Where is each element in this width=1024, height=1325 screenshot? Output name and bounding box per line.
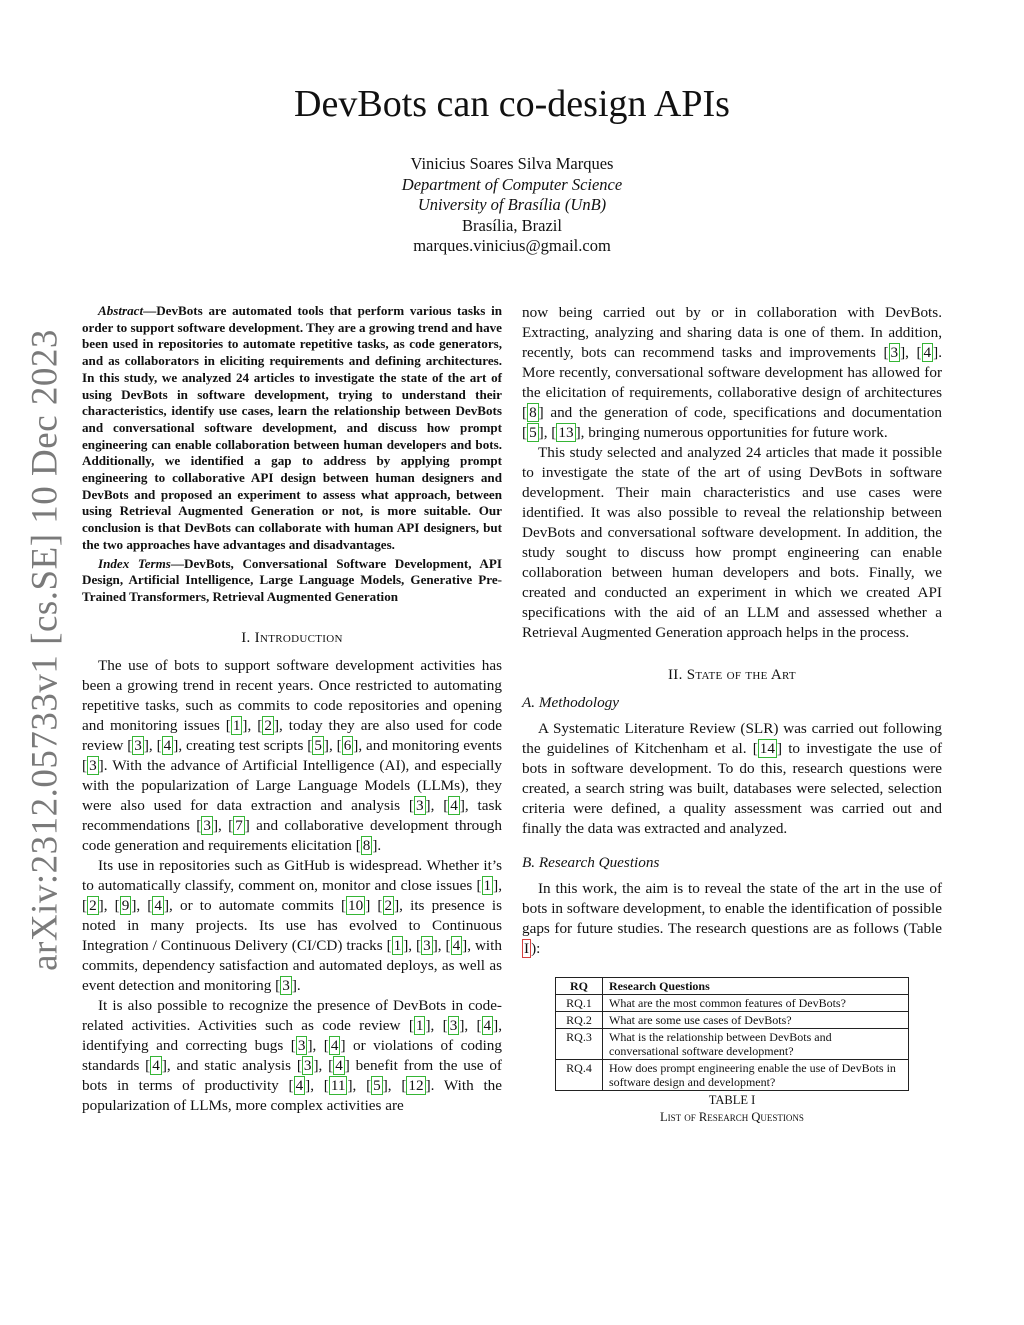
table-caption-number: TABLE I xyxy=(708,1093,756,1107)
citation-link[interactable]: 9 xyxy=(121,896,130,914)
citation-link[interactable]: 4 xyxy=(450,796,458,814)
table-cell-id: RQ.4 xyxy=(556,1060,603,1091)
citation-link[interactable]: 4 xyxy=(483,1016,492,1034)
abstract-label: Abstract xyxy=(98,303,144,318)
citation-link[interactable]: 5 xyxy=(373,1076,381,1094)
section-heading-state-of-the-art: II. State of the Art xyxy=(668,667,796,683)
citation-link[interactable]: 4 xyxy=(452,936,461,954)
table-row xyxy=(556,1029,909,1060)
intro-paragraph-3: It is also possible to recognize the presence of DevBots in code-related activities. Activities such as code review [ 1 ], [ 3 ], [ 4 ], identifying and correcting bugs [ 3 ], [ 4 ] or violations of coding standards [ 4 ], and static analysis [ 3 ], [ 4 ] benefit from the use of bots in terms of productivity [ 4 ], [ 11 ], [ 5 ], [ 12 ]. With the popularization of LLMs, more complex activities are xyxy=(82,996,502,1114)
table-cell-question: What are some use cases of DevBots? xyxy=(603,1012,909,1029)
table-header-rq: RQ xyxy=(556,978,603,995)
author-name: Vinicius Soares Silva Marques xyxy=(410,154,614,173)
citation-link[interactable]: 3 xyxy=(203,816,211,834)
intro-paragraph-4: now being carried out by or in collaboration with DevBots. Extracting, analyzing and sharing data is one of them. In addition, recently, bots can recommend tasks and improvements [ 3 ], [ 4 ]. More recently, conversational software development has allowed for the elicitation of requirements, collaborative design of architectures [ 8 ] and the generation of code, specifications and documentation [ 5 ], [ 13 ], bringing numerous opportunities for future work. xyxy=(522,304,942,441)
paper-title: DevBots can co-design APIs xyxy=(294,83,730,125)
citation-link[interactable]: 4 xyxy=(295,1076,304,1094)
index-terms xyxy=(82,556,502,606)
citation-link[interactable]: 3 xyxy=(423,936,431,954)
citation-link[interactable]: 5 xyxy=(314,736,322,754)
left-column xyxy=(82,303,502,1116)
table-row xyxy=(556,995,909,1012)
author-email: marques.vinicius@gmail.com xyxy=(413,236,611,255)
abstract xyxy=(82,303,502,554)
table-header-questions: Research Questions xyxy=(603,978,909,995)
abstract-text: —DevBots are automated tools that perform various tasks in order to support software development. They are a growing trend and have been used in repositories to automate repetitive tasks, as code generators, and as collaborators in eliciting requirements and defining architectures. In this study, we analyzed 24 articles to investigate the state of the art of using DevBots in software development, trying to understand their characteristics, identify use cases, learn the relationship between DevBots and conversational software development, and discuss how prompt engineering can enable collaboration between human developers and bots. Additionally, we identified a gap to address by applying prompt engineering to collaborative API design between human designers and DevBots and proposed an experiment to assess what approach, between using Retrieval Augmented Generation or not, is more suitable. Our conclusion is that DevBots can collaborate with human API designers, but the two approaches have advantages and disadvantages. xyxy=(82,303,502,552)
citation-link[interactable]: 4 xyxy=(163,736,172,754)
citation-link[interactable]: 3 xyxy=(282,976,290,994)
methodology-paragraph: A Systematic Literature Review (SLR) was carried out following the guidelines of Kitchenham et al. [ 14 ] to investigate the use of bots in software development. To do this, research questions were created, a search string was built, databases were selected, selection criteria were defined, a quality assessment was carried out and finally the data was extracted and analyzed. xyxy=(522,720,943,837)
citation-link[interactable]: 3 xyxy=(89,756,97,774)
citation-link[interactable]: 8 xyxy=(362,836,371,854)
table-header-row xyxy=(556,978,909,995)
citation-link[interactable]: 3 xyxy=(297,1036,306,1054)
intro-paragraph-1: The use of bots to support software development activities has been a growing trend in recent years. Once restricted to automating repetitive tasks, such as commits to code repositories and opening and monitoring issues [ 1 ], [ 2 ], today they are also used for code review [ 3 ], [ 4 ], creating test scripts [ 5 ], [ 6 ], and monitoring events [ 3 ]. With the advance of Artificial Intelligence (AI), and especially with the popularization of Large Language Models (LLMs), they were also used for data extraction and analysis [ 3 ], [ 4 ], task recommendations [ 3 ], [ 7 ] and collaborative development through code generation and requirements elicitation [ 8 ]. xyxy=(82,656,502,854)
table-reference-link[interactable]: I xyxy=(524,940,530,957)
citation-link[interactable]: 14 xyxy=(759,740,775,757)
citation-link[interactable]: 6 xyxy=(343,736,352,754)
table-row xyxy=(556,1060,909,1091)
table-cell-id: RQ.1 xyxy=(556,995,603,1012)
subsection-methodology: A. Methodology xyxy=(522,694,620,711)
intro-paragraph-5: This study selected and analyzed 24 articles that made it possible to investigate the state of the art of using DevBots in software development. Their main characteristics and use cases were identified. It was also possible to reveal the relationship between DevBots and conversational software development. In addition, the study sought to discuss how prompt engineering can enable collaboration between human developers and bots. Finally, we created and conducted an experiment in which we created API specifications with the aid of an LLM and assessed whether a Retrieval Augmented Generation approach helps in the process. xyxy=(522,444,942,641)
citation-link[interactable]: 3 xyxy=(890,344,899,361)
table-row xyxy=(556,1012,909,1029)
citation-link[interactable]: 10 xyxy=(348,896,364,914)
citation-link[interactable]: 7 xyxy=(235,816,243,834)
research-questions-paragraph: In this work, the aim is to reveal the state of the art in the use of bots in software development, to enable the identification of possible gaps for future studies. The research questions are as follows (Table I ): xyxy=(522,880,942,957)
citation-link[interactable]: 3 xyxy=(303,1056,312,1074)
subsection-research-questions: B. Research Questions xyxy=(522,854,660,871)
author-block xyxy=(0,154,1024,257)
citation-link[interactable]: 1 xyxy=(393,936,402,954)
citation-link[interactable]: 1 xyxy=(415,1016,424,1034)
citation-link[interactable]: 4 xyxy=(330,1036,339,1054)
intro-paragraph-2: Its use in repositories such as GitHub is widespread. Whether it’s to automatically classify, comment on, monitor and close issues [ 1 ], [ 2 ], [ 9 ], [ 4 ], or to automate commits [ 10 ] [ 2 ], its presence is noted in many projects. Its use has evolved to Continuous Integration / Continuous Delivery (CI/CD) tracks [ 1 ], [ 3 ], [ 4 ], with commits, dependency satisfaction and automated deploys, as well as event detection and monitoring [ 3 ]. xyxy=(82,856,502,994)
table-cell-question: What is the relationship between DevBots and conversational software development? xyxy=(603,1029,909,1060)
right-column xyxy=(522,303,942,1125)
citation-link[interactable]: 2 xyxy=(89,896,97,914)
arxiv-sidebar xyxy=(20,330,70,970)
citation-link[interactable]: 4 xyxy=(923,344,932,361)
section-heading-introduction: I. Introduction xyxy=(241,629,343,646)
table-cell-question: How does prompt engineering enable the use of DevBots in software design and development? xyxy=(603,1060,909,1091)
citation-link[interactable]: 13 xyxy=(558,424,574,441)
table-cell-id: RQ.3 xyxy=(556,1029,603,1060)
citation-link[interactable]: 4 xyxy=(154,896,162,914)
index-terms-text: —DevBots, Conversational Software Development, API Design, Artificial Intelligence, Large Language Models, Generative Pre-Trained Transformers, Retrieval Augmented Generation xyxy=(82,555,502,604)
citation-link[interactable]: 1 xyxy=(483,876,492,894)
author-department: Department of Computer Science xyxy=(401,174,623,194)
research-questions-table xyxy=(555,977,909,1091)
citation-link[interactable]: 12 xyxy=(408,1076,424,1094)
citation-link[interactable]: 5 xyxy=(529,424,537,441)
table-cell-id: RQ.2 xyxy=(556,1012,603,1029)
index-terms-label: Index Terms xyxy=(98,555,171,571)
table-caption: List of Research Questions xyxy=(660,1110,804,1124)
citation-link[interactable]: 2 xyxy=(264,716,272,734)
citation-link[interactable]: 3 xyxy=(415,796,424,814)
citation-link[interactable]: 4 xyxy=(335,1056,343,1074)
citation-link[interactable]: 2 xyxy=(384,896,393,914)
citation-link[interactable]: 11 xyxy=(330,1076,346,1094)
author-university: University of Brasília (UnB) xyxy=(417,195,607,214)
citation-link[interactable]: 3 xyxy=(449,1016,458,1034)
arxiv-identifier: arXiv:2312.05733v1 [cs.SE] 10 Dec 2023 xyxy=(24,329,66,971)
table-cell-question: What are the most common features of DevBots? xyxy=(603,995,909,1012)
citation-link[interactable]: 1 xyxy=(232,716,241,734)
citation-link[interactable]: 3 xyxy=(134,736,142,754)
citation-link[interactable]: 8 xyxy=(529,404,537,421)
author-location: Brasília, Brazil xyxy=(462,215,562,235)
citation-link[interactable]: 4 xyxy=(152,1056,160,1074)
